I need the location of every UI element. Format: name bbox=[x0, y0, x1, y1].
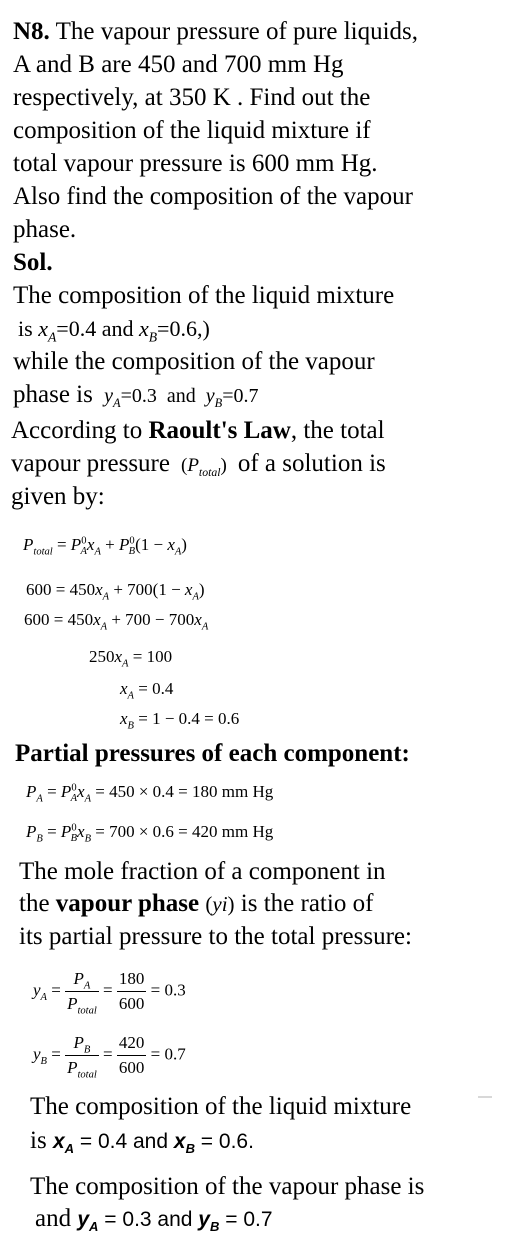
raoult-line-3: given by: bbox=[11, 483, 105, 510]
equation-step-5: $x_B = 1 - 0.4 = 0.6$ bbox=[120, 709, 240, 732]
vapour-phase-term: vapour phase bbox=[55, 890, 200, 917]
mole-fraction-symbol: (yi) bbox=[205, 892, 235, 916]
raoult-law-term: Raoult's Law bbox=[148, 417, 291, 444]
mole-fraction-line-2-suffix: is the ratio of bbox=[240, 890, 374, 917]
equation-step-3: $250x_A = 100$ bbox=[89, 647, 173, 670]
fraction-yb: $y_B$ = $\frac{P_B}{P_{total}}$ = $\frac{420}{600}$ = 0.7 bbox=[33, 1033, 186, 1081]
fraction-ya-pressures: $\frac{P_A}{P_{total}}$ bbox=[67, 969, 97, 1017]
summary-line-4-prefix: phase is bbox=[13, 381, 93, 408]
fraction-ya: $y_A$ = $\frac{P_A}{P_{total}}$ = $\frac{180}{600}$ = 0.3 bbox=[33, 969, 186, 1017]
question-line-3: respectively, at 350 K . Find out the bbox=[13, 84, 371, 111]
question-line-7: phase. bbox=[13, 216, 77, 243]
raoult-line-2-suffix: of a solution is bbox=[237, 450, 386, 477]
summary-line-2: is $x_A=0.4$ and $x_B=0.6$,) bbox=[18, 316, 210, 345]
sol-label: Sol. bbox=[13, 249, 53, 276]
raoult-line-1-suffix: , the total bbox=[290, 417, 385, 444]
question-line-1 bbox=[13, 15, 418, 48]
question-line-6: Also find the composition of the vapour bbox=[13, 183, 413, 210]
summary-line-4-values: $y_A=0.3$ and $y_B=0.7$ bbox=[104, 385, 259, 410]
conclusion-liquid-line-2: is $x_A = 0.4$ and $x_B = 0.6$. bbox=[30, 1127, 254, 1157]
partial-heading: Partial pressures of each component: bbox=[15, 740, 410, 767]
faint-dash bbox=[478, 1096, 492, 1098]
raoult-line-1 bbox=[11, 414, 385, 447]
summary-line-4 bbox=[13, 378, 258, 413]
fraction-yb-values: $\frac{420}{600}$ bbox=[118, 1033, 145, 1077]
mole-fraction-line-3: its partial pressure to the total pressure: bbox=[19, 923, 412, 950]
summary-line-1: The composition of the liquid mixture bbox=[13, 282, 395, 309]
mole-fraction-line-2 bbox=[19, 887, 373, 921]
partial-pb: $P_B = P^0_Bx_B = 700 \times 0.6 = 420$ mm Hg bbox=[26, 822, 274, 845]
raoult-symbol: $(P_{total})$ bbox=[176, 455, 232, 479]
equation-step-1: $600 = 450x_A + 700(1 - x_A)$ bbox=[26, 580, 205, 603]
equation-step-4: $x_A = 0.4$ bbox=[120, 679, 174, 702]
raoult-line-1-prefix: According to bbox=[11, 417, 149, 444]
conclusion-vapour-line-2: and $y_A = 0.3$ and $y_B = 0.7$ bbox=[35, 1205, 273, 1235]
question-label: N8. bbox=[13, 18, 50, 45]
raoult-line-2-prefix: vapour pressure bbox=[11, 450, 170, 477]
partial-pa: $P_A = P^0_Ax_A = 450 \times 0.4 = 180$ mm Hg bbox=[26, 782, 274, 805]
fraction-ya-values: $\frac{180}{600}$ bbox=[118, 969, 145, 1013]
summary-line-3: while the composition of the vapour bbox=[13, 348, 375, 375]
question-line-4: composition of the liquid mixture if bbox=[13, 117, 371, 144]
mole-fraction-line-2-prefix: the bbox=[19, 890, 56, 917]
question-line-2: A and B are 450 and 700 mm Hg bbox=[13, 51, 344, 78]
question-text-1: The vapour pressure of pure liquids, bbox=[49, 18, 419, 45]
conclusion-liquid-line-1: The composition of the liquid mixture bbox=[30, 1093, 412, 1120]
fraction-yb-pressures: $\frac{P_B}{P_{total}}$ bbox=[67, 1033, 97, 1081]
mole-fraction-line-1: The mole fraction of a component in bbox=[19, 858, 386, 885]
raoult-line-2 bbox=[11, 447, 386, 482]
conclusion-vapour-line-1: The composition of the vapour phase is bbox=[30, 1173, 425, 1200]
equation-step-2: $600 = 450x_A + 700 - 700x_A$ bbox=[24, 610, 209, 633]
question-line-5: total vapour pressure is 600 mm Hg. bbox=[13, 150, 378, 177]
equation-total: $P_{total} = P^0_Ax_A + P^0_B(1 - x_A)$ bbox=[23, 535, 187, 558]
